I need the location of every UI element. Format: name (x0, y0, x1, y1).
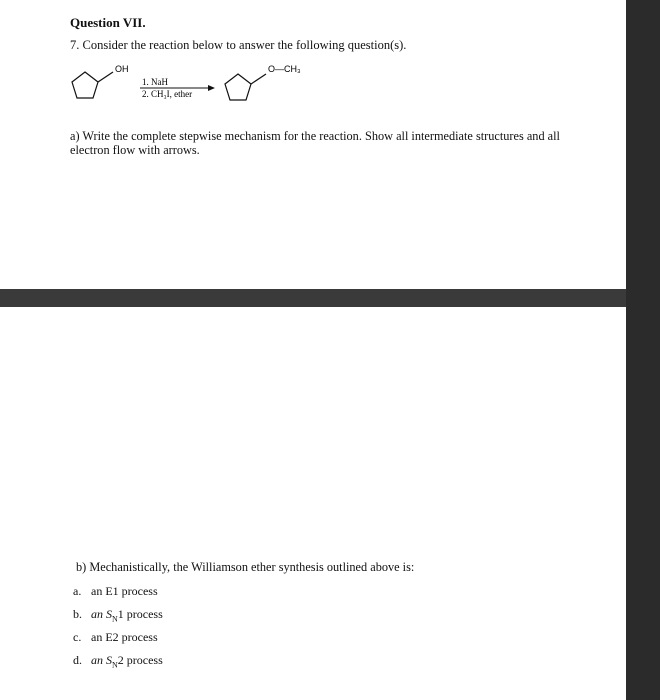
reactant-ring (72, 72, 98, 98)
option-b[interactable] (73, 607, 163, 623)
part-b-prompt: b) Mechanistically, the Williamson ether synthesis outlined above is: (76, 560, 415, 574)
option-text-post: 2 process (117, 653, 163, 667)
page-divider (0, 289, 626, 307)
option-letter: d. (73, 653, 82, 667)
option-text-sub: N (112, 660, 118, 670)
option-c[interactable] (73, 630, 158, 645)
reactant-oh-label: OH (115, 64, 129, 74)
option-text: an E2 process (91, 630, 158, 644)
option-text-pre: an S (91, 607, 112, 621)
option-a[interactable] (73, 584, 158, 599)
reaction-arrow-head (208, 85, 215, 91)
part-a-prompt: a) Write the complete stepwise mechanism for the reaction. Show all intermediate structures and all electron flow with arrows. (70, 129, 560, 157)
option-text-sub: N (112, 614, 118, 624)
option-letter: b. (73, 607, 82, 621)
page-lower (0, 307, 626, 700)
question-prompt: 7. Consider the reaction below to answer the following question(s). (70, 38, 407, 52)
product-och3-label: O—CH₃ (268, 64, 301, 74)
option-letter: c. (73, 630, 82, 644)
option-text-post: 1 process (117, 607, 163, 621)
reagent-2: 2. CH₃I, ether (142, 89, 193, 99)
option-d[interactable] (73, 653, 163, 669)
option-text-pre: an S (91, 653, 112, 667)
reactant-bond (98, 72, 113, 82)
option-letter: a. (73, 584, 82, 598)
question-title: Question VII. (70, 15, 146, 30)
option-text: an E1 process (91, 584, 158, 598)
product-bond (251, 74, 266, 84)
reaction-scheme (60, 58, 360, 108)
viewer-edge (626, 0, 660, 700)
reagent-1: 1. NaH (142, 77, 168, 87)
product-ring (225, 74, 251, 100)
page-upper (0, 0, 626, 289)
